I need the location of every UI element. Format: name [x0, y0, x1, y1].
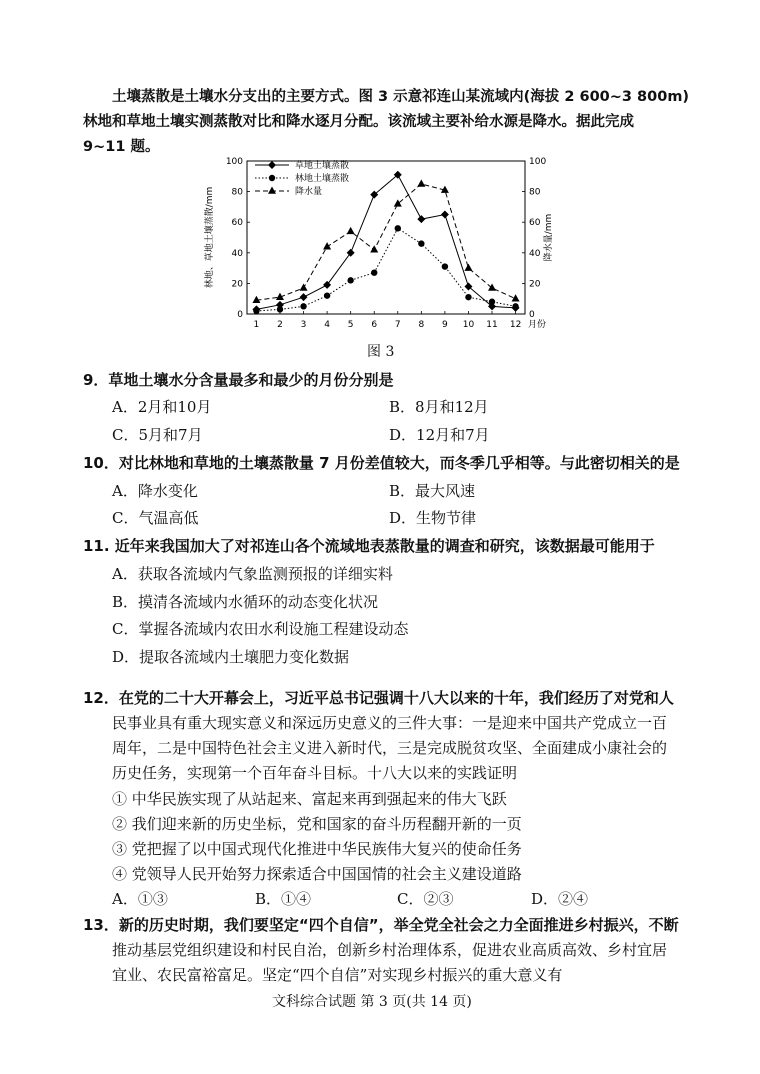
chart-svg — [195, 152, 565, 337]
data-point-series-2 — [277, 306, 283, 312]
figure-3-chart — [195, 152, 565, 337]
legend-marker-3 — [268, 187, 276, 194]
question-12-statement-2: ② 我们迎来新的历史坐标，党和国家的奋斗历程翻开新的一页 — [112, 815, 522, 833]
question-10-option-d: D．生物节律 — [389, 509, 477, 527]
data-point-series-3 — [394, 199, 402, 206]
data-point-series-2 — [371, 269, 377, 275]
y-tick-label-left: 80 — [231, 187, 243, 198]
legend-label-3: 降水量 — [295, 187, 323, 197]
data-point-series-2 — [253, 308, 259, 314]
y-tick-label-left: 0 — [237, 310, 243, 320]
data-point-series-2 — [418, 240, 424, 246]
data-point-series-3 — [347, 227, 355, 234]
intro-line-2: 林地和草地土壤实测蒸散对比和降水逐月分配。该流域主要补给水源是降水。据此完成 — [83, 114, 634, 130]
series-line-3 — [256, 184, 515, 300]
data-point-series-1 — [417, 215, 425, 223]
question-13-line-2: 推动基层党组织建设和村民自治，创新乡村治理体系，促进农业高质高效、乡村宜居 — [112, 941, 668, 959]
data-point-series-2 — [465, 294, 471, 300]
legend-marker-2 — [269, 175, 275, 181]
question-12-line-4: 历史任务，实现第一个百年奋斗目标。十八大以来的实践证明 — [112, 764, 518, 782]
question-12-line-1: 12．在党的二十大开幕会上，习近平总书记强调十八大以来的十年，我们经历了对党和人 — [83, 689, 674, 707]
question-12-option-b: B．①④ — [255, 890, 312, 908]
x-tick-label: 4 — [324, 320, 330, 330]
question-12-line-2: 民事业具有重大现实意义和深远历史意义的三件大事：一是迎来中国共产党成立一百 — [112, 714, 668, 732]
data-point-series-2 — [489, 299, 495, 305]
data-point-series-3 — [300, 283, 308, 290]
y-tick-label-right: 60 — [529, 218, 541, 229]
data-point-series-1 — [347, 249, 355, 257]
data-point-series-2 — [442, 263, 448, 269]
x-tick-label: 9 — [442, 320, 448, 330]
question-12-statement-4: ④ 党领导人民开始努力探索适合中国国情的社会主义建设道路 — [112, 865, 522, 883]
x-axis-unit: 月份 — [527, 320, 547, 330]
data-point-series-3 — [464, 264, 472, 271]
y-tick-label-right: 40 — [529, 248, 541, 259]
x-tick-label: 2 — [277, 320, 283, 330]
question-10-option-a: A．降水变化 — [112, 482, 198, 500]
question-12-option-a: A．①③ — [112, 890, 168, 908]
question-11-option-b: B．摸清各流域内水循环的动态变化状况 — [112, 593, 379, 611]
y-tick-label-left: 20 — [231, 279, 243, 290]
question-9-option-a: A．2月和10月 — [112, 398, 212, 416]
plot-frame — [247, 161, 525, 314]
y-tick-label-left: 100 — [225, 157, 243, 167]
y-tick-label-right: 80 — [529, 187, 541, 198]
intro-line-1: 土壤蒸散是土壤水分支出的主要方式。图 3 示意祁连山某流域内(海拔 2 600~3 800m) — [112, 89, 690, 105]
page-footer: 文科综合试题 第 3 页(共 14 页) — [272, 994, 472, 1010]
intro-line-3: 9~11 题。 — [83, 139, 160, 155]
question-9-option-d: D．12月和7月 — [389, 426, 490, 444]
question-11-stem: 11. 近年来我国加大了对祁连山各个流域地表蒸散量的调查和研究，该数据最可能用于 — [83, 537, 655, 555]
figure-caption: 图 3 — [367, 344, 395, 360]
data-point-series-2 — [324, 292, 330, 298]
x-tick-label: 1 — [253, 320, 260, 330]
y-tick-label-left: 40 — [231, 248, 243, 259]
question-11-option-d: D．提取各流域内土壤肥力变化数据 — [112, 648, 350, 666]
question-13-line-3: 宜业、农民富裕富足。坚定“四个自信”对实现乡村振兴的重大意义有 — [112, 966, 563, 984]
legend-marker-1 — [268, 161, 276, 169]
y-tick-label-right: 0 — [529, 310, 535, 320]
x-tick-label: 12 — [509, 320, 522, 330]
data-point-series-1 — [323, 281, 331, 289]
x-tick-label: 10 — [462, 320, 475, 330]
x-tick-label: 6 — [371, 320, 378, 330]
question-12-statement-3: ③ 党把握了以中国式现代化推进中华民族伟大复兴的使命任务 — [112, 840, 522, 858]
question-12-statement-1: ① 中华民族实现了从站起来、富起来再到强起来的伟大飞跃 — [112, 790, 507, 808]
y-tick-label-right: 100 — [529, 157, 547, 167]
question-10-option-c: C．气温高低 — [112, 509, 199, 527]
x-tick-label: 5 — [347, 320, 354, 330]
question-13-line-1: 13．新的历史时期，我们要坚定“四个自信”，举全党全社会之力全面推进乡村振兴，不断 — [83, 916, 679, 934]
x-tick-label: 3 — [300, 320, 307, 330]
question-10-option-b: B．最大风速 — [389, 482, 476, 500]
y-axis-title-right: 降水量/mm — [544, 213, 554, 262]
legend-label-2: 林地土壤蒸散 — [295, 174, 350, 184]
question-9-stem: 9．草地土壤水分含量最多和最少的月份分别是 — [83, 371, 394, 389]
question-11-option-a: A．获取各流域内气象监测预报的详细实料 — [112, 565, 393, 583]
y-tick-label-left: 60 — [231, 218, 243, 229]
data-point-series-3 — [323, 242, 331, 249]
question-12-line-3: 周年，二是中国特色社会主义进入新时代，三是完成脱贫攻坚、全面建成小康社会的 — [112, 739, 668, 757]
question-10-stem: 10．对比林地和草地的土壤蒸散量 7 月份差值较大，而冬季几乎相等。与此密切相关的是 — [83, 454, 680, 472]
data-point-series-3 — [417, 179, 425, 186]
data-point-series-3 — [488, 283, 496, 290]
question-9-option-c: C．5月和7月 — [112, 426, 203, 444]
question-9-option-b: B．8月和12月 — [389, 398, 489, 416]
data-point-series-2 — [300, 303, 306, 309]
series-line-2 — [256, 228, 515, 311]
data-point-series-3 — [370, 245, 378, 252]
data-point-series-1 — [300, 293, 308, 301]
data-point-series-2 — [512, 303, 518, 309]
y-axis-title-left: 林地、草地土壤蒸散/mm — [205, 186, 215, 289]
x-tick-label: 7 — [394, 320, 401, 330]
x-tick-label: 11 — [486, 320, 498, 330]
x-tick-label: 8 — [418, 320, 425, 330]
data-point-series-1 — [441, 211, 449, 219]
legend-label-1: 草地土壤蒸散 — [295, 161, 350, 171]
question-11-option-c: C．掌握各流域内农田水利设施工程建设动态 — [112, 620, 409, 638]
question-12-option-d: D．②④ — [531, 890, 589, 908]
data-point-series-2 — [395, 225, 401, 231]
y-tick-label-right: 20 — [529, 279, 541, 290]
question-12-option-c: C．②③ — [397, 890, 454, 908]
data-point-series-2 — [347, 277, 353, 283]
